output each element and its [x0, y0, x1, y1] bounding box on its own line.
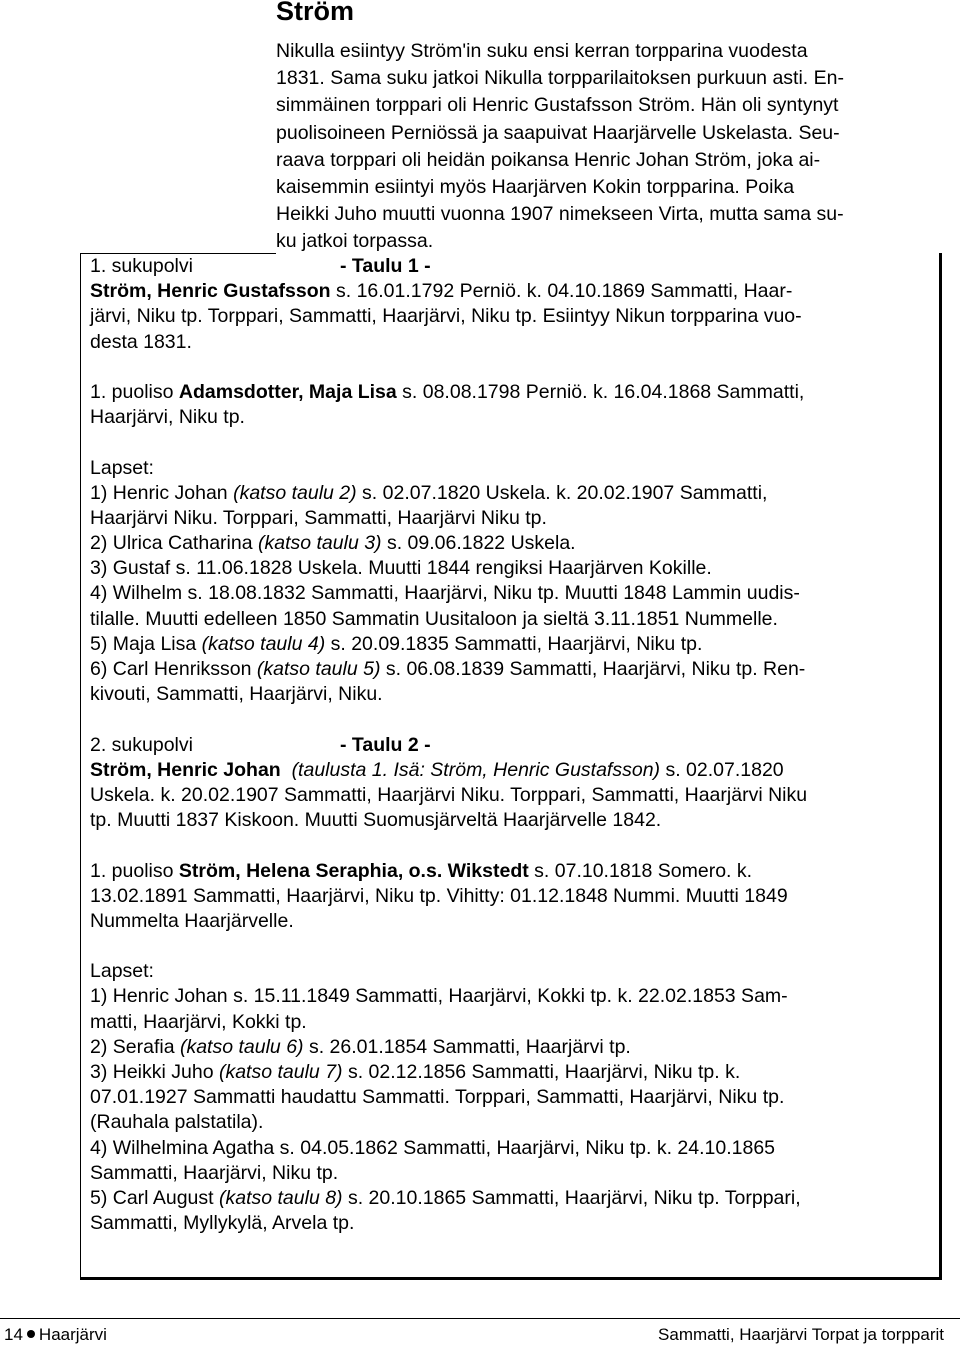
child-name: 6) Carl Henriksson [90, 658, 257, 680]
intro-line: raava torppari oli heidän poikansa Henric Johan Ström, joka ai- [276, 148, 821, 171]
spouse-details: s. 07.10.1818 Somero. k. [528, 859, 753, 882]
footer-section: Haarjärvi [38, 1325, 107, 1344]
spacer [90, 430, 930, 455]
gen1-person-line: desta 1831. [90, 330, 192, 353]
child-details: s. 02.07.1820 Uskela. k. 20.02.1907 Sammatti, [356, 481, 768, 504]
child-line: Sammatti, Haarjärvi, Niku tp. [90, 1161, 339, 1184]
spouse-prefix: 1. puoliso [90, 380, 179, 403]
child-line: tilalle. Muutti edelleen 1850 Sammatin Uusitaloon ja sieltä 3.11.1851 Nummelle. [90, 607, 778, 630]
footer-left [4, 1325, 107, 1345]
gen1-person-details: s. 16.01.1792 Perniö. k. 04.10.1869 Sammatti, Haar- [330, 280, 793, 303]
intro-paragraph [276, 38, 916, 256]
gen2-person-line: Uskela. k. 20.02.1907 Sammatti, Haarjärvi Niku. Torppari, Sammatti, Haarjärvi Niku [90, 783, 808, 806]
intro-line: simmäinen torppari oli Henric Gustafsson Ström. Hän oli syntynyt [276, 94, 839, 117]
gen2-spouse-name: Ström, Helena Seraphia, o.s. Wikstedt [178, 859, 529, 882]
gen2-header [90, 733, 930, 758]
child-line [90, 481, 930, 506]
gen2-person-line [90, 758, 930, 783]
child-ref: (katso taulu 5) [256, 658, 381, 680]
child-line [90, 657, 930, 682]
gen2-person-name: Ström, Henric Johan [90, 758, 281, 781]
gen2-children-label: Lapset: [90, 960, 154, 983]
spacer [90, 833, 930, 858]
footer-rule [0, 1318, 960, 1319]
gen1-taulu: - Taulu 1 - [340, 255, 431, 277]
gen2-taulu: - Taulu 2 - [340, 733, 431, 756]
gen1-person-line: järvi, Niku tp. Torppari, Sammatti, Haarjärvi, Niku tp. Esiintyy Nikun torpparina vuo- [90, 305, 802, 328]
gen2-label: 2. sukupolvi [90, 733, 193, 756]
child-details: s. 06.08.1839 Sammatti, Haarjärvi, Niku tp. Ren- [380, 658, 806, 680]
gen1-spouse-line [90, 380, 930, 405]
intro-line: ku jatkoi torpassa. [276, 230, 434, 253]
gen2-spouse-line [90, 859, 930, 884]
gen2-person-details: s. 02.07.1820 [660, 758, 784, 781]
gen1-children-label: Lapset: [90, 456, 154, 479]
child-ref: (katso taulu 7) [218, 1061, 343, 1083]
child-ref: (katso taulu 8) [218, 1186, 343, 1209]
child-line: Haarjärvi Niku. Torppari, Sammatti, Haarjärvi Niku tp. [90, 506, 547, 529]
child-ref: (katso taulu 6) [179, 1035, 304, 1058]
child-line [90, 531, 930, 556]
child-line: 3) Gustaf s. 11.06.1828 Uskela. Muutti 1844 rengiksi Haarjärven Kokille. [90, 557, 712, 580]
child-line: Sammatti, Myllykylä, Arvela tp. [90, 1212, 355, 1235]
intro-line: Nikulla esiintyy Ström'in suku ensi kerran torpparina vuodesta [276, 40, 808, 62]
child-line: kivouti, Sammatti, Haarjärvi, Niku. [90, 683, 383, 706]
intro-line: Heikki Juho muutti vuonna 1907 nimekseen Virta, mutta sama su- [276, 203, 844, 226]
space [281, 759, 292, 781]
child-name: 1) Henric Johan [90, 481, 234, 504]
child-details: s. 26.01.1854 Sammatti, Haarjärvi tp. [303, 1035, 631, 1058]
child-line [90, 1035, 930, 1060]
gen1-spouse-line: Haarjärvi, Niku tp. [90, 406, 245, 429]
gen2-parent-ref: (taulusta 1. Isä: Ström, Henric Gustafsson) [291, 758, 661, 781]
page-title: Ström [276, 0, 355, 26]
child-line [90, 1186, 930, 1211]
genealogy-content [90, 254, 930, 1236]
intro-line: 1831. Sama suku jatkoi Nikulla torpparilaitoksen purkuun asti. En- [276, 67, 844, 90]
spacer [90, 707, 930, 732]
child-name: 2) Serafia [90, 1035, 180, 1058]
spouse-details: s. 08.08.1798 Perniö. k. 16.04.1868 Sammatti, [396, 380, 805, 403]
footer-right: Sammatti, Haarjärvi Torpat ja torpparit [658, 1325, 944, 1344]
intro-line: puolisoineen Perniössä ja saapuivat Haarjärvelle Uskelasta. Seu- [276, 121, 840, 144]
child-name: 5) Carl August [90, 1186, 219, 1209]
child-line: 07.01.1927 Sammatti haudattu Sammatti. Torppari, Sammatti, Haarjärvi, Niku tp. [90, 1086, 785, 1109]
child-line [90, 632, 930, 657]
child-line: 4) Wilhelmina Agatha s. 04.05.1862 Sammatti, Haarjärvi, Niku tp. k. 24.10.1865 [90, 1136, 776, 1159]
spacer [90, 355, 930, 380]
child-name: 2) Ulrica Catharina [90, 532, 258, 555]
gen1-label: 1. sukupolvi [90, 255, 193, 277]
gen1-person-line [90, 279, 930, 304]
gen2-spouse-line: Nummelta Haarjärvelle. [90, 909, 294, 932]
child-details: s. 02.12.1856 Sammatti, Haarjärvi, Niku tp. k. [342, 1061, 741, 1083]
child-name: 3) Heikki Juho [90, 1061, 219, 1083]
child-ref: (katso taulu 2) [233, 481, 357, 504]
child-ref: (katso taulu 4) [201, 632, 326, 655]
gen2-person-line: tp. Muutti 1837 Kiskoon. Muutti Suomusjärveltä Haarjärvelle 1842. [90, 809, 662, 832]
page-number: 14 [4, 1325, 23, 1344]
intro-line: kaisemmin esiintyi myös Haarjärven Kokin torpparina. Poika [276, 176, 795, 199]
spacer [90, 934, 930, 959]
gen2-spouse-line: 13.02.1891 Sammatti, Haarjärvi, Niku tp. Vihitty: 01.12.1848 Nummi. Muutti 1849 [90, 884, 788, 907]
child-details: s. 09.06.1822 Uskela. [381, 532, 576, 555]
child-line: matti, Haarjärvi, Kokki tp. [90, 1010, 307, 1033]
child-line: 1) Henric Johan s. 15.11.1849 Sammatti, Haarjärvi, Kokki tp. k. 22.02.1853 Sam- [90, 985, 788, 1008]
child-line: 4) Wilhelm s. 18.08.1832 Sammatti, Haarjärvi, Niku tp. Muutti 1848 Lammin uudis- [90, 582, 800, 605]
gen1-spouse-name: Adamsdotter, Maja Lisa [178, 380, 397, 403]
bullet-dot-icon [27, 1330, 35, 1338]
child-details: s. 20.09.1835 Sammatti, Haarjärvi, Niku tp. [325, 632, 703, 655]
gen1-header [90, 254, 930, 279]
spouse-prefix: 1. puoliso [90, 859, 179, 882]
child-details: s. 20.10.1865 Sammatti, Haarjärvi, Niku tp. Torppari, [342, 1186, 801, 1209]
gen1-person-name: Ström, Henric Gustafsson [90, 280, 331, 303]
child-ref: (katso taulu 3) [257, 532, 382, 555]
child-line [90, 1060, 930, 1085]
child-name: 5) Maja Lisa [90, 632, 202, 655]
child-line: (Rauhala palstatila). [90, 1111, 264, 1134]
